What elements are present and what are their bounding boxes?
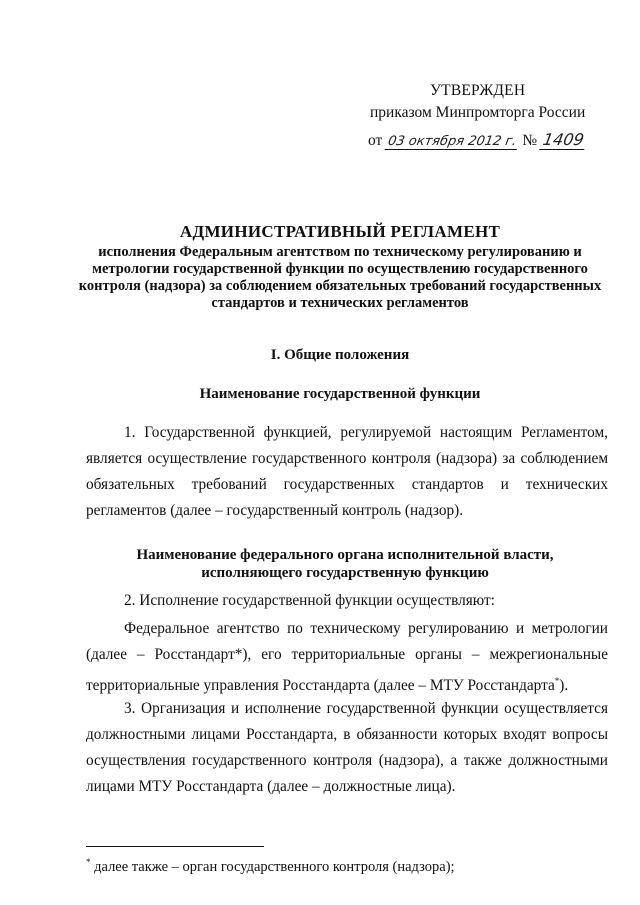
approval-title: УТВЕРЖДЕН — [430, 82, 526, 99]
section-heading-agency-name: Наименование федерального органа исполнительной власти, исполняющего государственную функцию — [136, 547, 554, 581]
handwritten-number: 1409 — [539, 130, 587, 150]
footnote-mark: * — [86, 857, 91, 867]
footnote-reference-mark: * — [554, 676, 560, 686]
approval-date-line — [368, 130, 586, 154]
paragraph-2a-text: Федеральное агентство по техническому регулированию и метрологии (далее – Росстандарт*), его территориальные органы – межрегиональные территориальные управления Росстандарта (далее – МТУ Росстандарта — [86, 620, 608, 695]
document-subtitle: исполнения Федеральным агентством по техническому регулированию и метрологии государственной функции по осуществлению государственного контроля (надзора) за соблюдением обязательных требований государственных стандартов и технических регламентов — [78, 244, 602, 311]
approval-order: приказом Минпромторга России — [370, 104, 586, 121]
handwritten-date: 03 октября 2012 г. — [385, 134, 520, 150]
date-prefix: от — [368, 132, 383, 149]
section-heading-function-name: Наименование государственной функции — [199, 386, 481, 402]
paragraph-1: 1. Государственной функцией, регулируемой настоящим Регламентом, является осуществление государственного контроля (надзора) за соблюдением обязательных требований государственных стандартов и технических регламентов (далее – государственный контроль (надзор). — [86, 424, 608, 519]
approval-block — [370, 80, 610, 124]
section-heading-general: I. Общие положения — [270, 347, 410, 363]
paragraph-3: 3. Организация и исполнение государственной функции осуществляется должностными лицами Росстандарта, в обязанности которых входят вопросы осуществления государственного контроля (надзора), а также должностными лицами МТУ Росстандарта (далее – должностные лица). — [86, 700, 608, 795]
footnote-divider — [86, 846, 264, 847]
footnote-text: далее также – орган государственного контроля (надзора); — [90, 858, 455, 875]
footnote — [86, 853, 606, 876]
number-label: № — [522, 132, 538, 149]
paragraph-2: 2. Исполнение государственной функции осуществляют: — [124, 592, 495, 609]
paragraph-2a — [86, 616, 608, 699]
paragraph-2a-end: ). — [559, 677, 569, 695]
document-title: АДМИНИСТРАТИВНЫЙ РЕГЛАМЕНТ — [179, 222, 501, 241]
